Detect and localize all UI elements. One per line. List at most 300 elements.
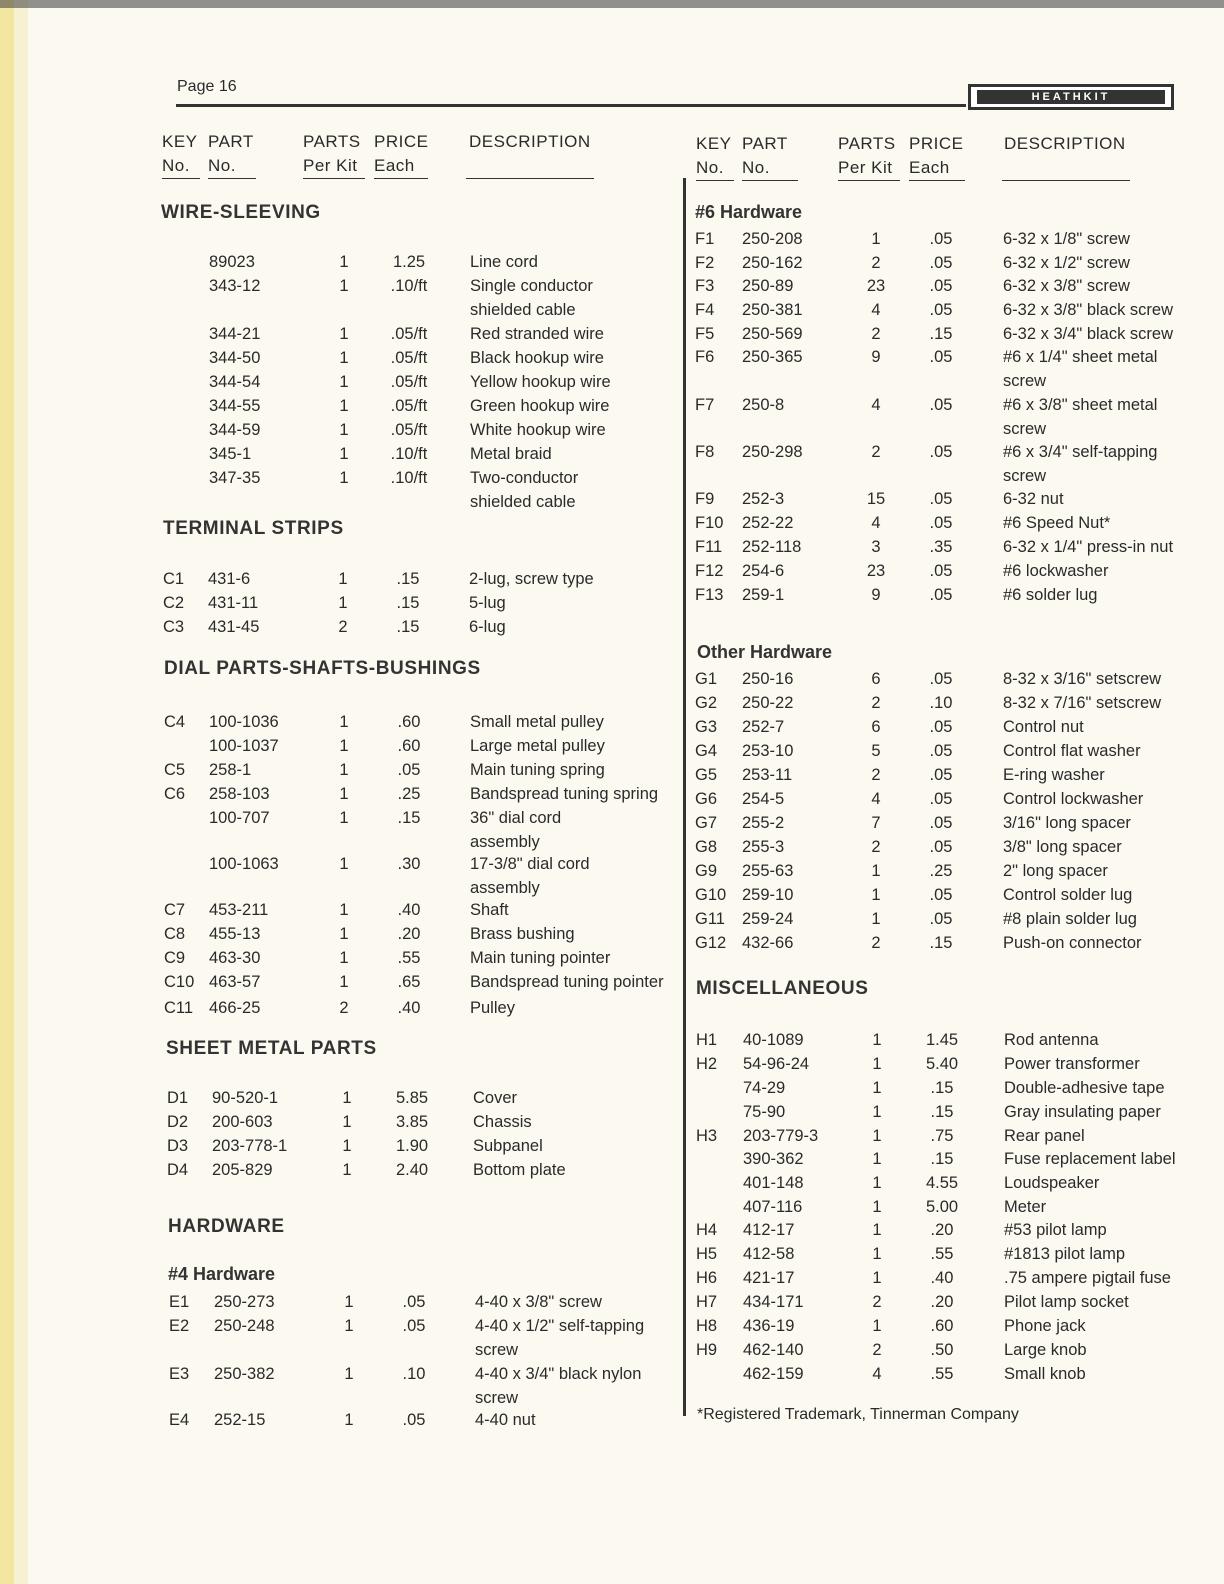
key-number: F9 xyxy=(695,490,715,508)
key-number: D3 xyxy=(167,1137,189,1155)
price-each: 5.00 xyxy=(925,1198,959,1216)
table-row xyxy=(0,1338,1224,1362)
part-number: 466-25 xyxy=(209,999,261,1017)
description: Brass bushing xyxy=(470,925,575,943)
part-number: 90-520-1 xyxy=(212,1089,279,1107)
part-number: 431-11 xyxy=(208,594,259,612)
description: Rear panel xyxy=(1004,1127,1085,1145)
parts-per-kit: 1 xyxy=(339,973,349,991)
price-each: 1.90 xyxy=(395,1137,429,1155)
description-continued: screw xyxy=(475,1341,519,1359)
price-each: .55 xyxy=(930,1245,954,1263)
description: 36" dial cord xyxy=(470,809,562,827)
key-number: E3 xyxy=(169,1365,190,1383)
parts-per-kit: 1 xyxy=(339,785,349,803)
part-number: 463-30 xyxy=(209,949,261,967)
parts-per-kit: 1 xyxy=(342,1137,352,1155)
key-number: G7 xyxy=(695,814,718,832)
price-each: .50 xyxy=(930,1341,954,1359)
price-each: .05/ft xyxy=(390,373,428,391)
part-number: 258-103 xyxy=(209,785,270,803)
parts-per-kit: 1 xyxy=(342,1113,352,1131)
price-each: .40 xyxy=(397,999,421,1017)
price-each: .25 xyxy=(397,785,421,803)
footnote: *Registered Trademark, Tinnerman Company xyxy=(697,1406,1019,1423)
parts-per-kit: 1 xyxy=(872,1031,882,1049)
table-row xyxy=(0,1052,1224,1076)
price-each: 4.55 xyxy=(925,1174,959,1192)
part-number: 259-1 xyxy=(742,586,785,604)
key-number: G12 xyxy=(695,934,727,952)
description: 6-32 x 3/8" black screw xyxy=(1003,301,1174,319)
parts-per-kit: 1 xyxy=(339,713,349,731)
key-number: G1 xyxy=(695,670,718,688)
key-number: F3 xyxy=(695,277,715,295)
part-number: 407-116 xyxy=(743,1198,803,1216)
part-number: 401-148 xyxy=(743,1174,804,1192)
description: .75 ampere pigtail fuse xyxy=(1004,1269,1171,1287)
table-row xyxy=(0,1242,1224,1266)
price-each: .40 xyxy=(397,901,421,919)
description: 4-40 x 3/8" screw xyxy=(475,1293,602,1311)
price-each: .25 xyxy=(929,862,953,880)
key-number: H8 xyxy=(696,1317,718,1335)
description: Double-adhesive tape xyxy=(1004,1079,1165,1097)
key-number: G4 xyxy=(695,742,718,760)
hdr-part-left: PART No. xyxy=(208,130,256,179)
price-each: .05/ft xyxy=(390,421,428,439)
part-number: 253-10 xyxy=(742,742,794,760)
key-number: H5 xyxy=(696,1245,718,1263)
hdr-key-right: KEY No. xyxy=(696,132,734,181)
key-number: F8 xyxy=(695,443,715,461)
price-each: .05 xyxy=(929,718,953,736)
price-each: .05 xyxy=(929,443,953,461)
parts-per-kit: 1 xyxy=(344,1293,354,1311)
price-each: .15 xyxy=(929,325,953,343)
part-number: 436-19 xyxy=(743,1317,795,1335)
part-number: 345-1 xyxy=(209,445,252,463)
price-each: .60 xyxy=(930,1317,954,1335)
key-number: H7 xyxy=(696,1293,718,1311)
description: Yellow hookup wire xyxy=(470,373,611,391)
parts-per-kit: 4 xyxy=(871,514,881,532)
table-row xyxy=(0,583,1224,607)
key-number: F1 xyxy=(695,230,715,248)
parts-per-kit: 1 xyxy=(872,1127,882,1145)
subsection-6-hardware: #6 Hardware xyxy=(695,202,803,222)
description: Single conductor xyxy=(470,277,593,295)
table-row xyxy=(0,298,1224,322)
description: E-ring washer xyxy=(1003,766,1105,784)
parts-per-kit: 1 xyxy=(339,349,349,367)
description: Large metal pulley xyxy=(470,737,605,755)
key-number: E2 xyxy=(169,1317,190,1335)
parts-per-kit: 1 xyxy=(872,1221,882,1239)
description: Control solder lug xyxy=(1003,886,1133,904)
table-row xyxy=(0,787,1224,811)
key-number: D1 xyxy=(167,1089,189,1107)
price-each: .30 xyxy=(397,855,421,873)
parts-per-kit: 7 xyxy=(871,814,881,832)
heathkit-logo xyxy=(968,84,1174,110)
price-each: .15 xyxy=(396,618,420,636)
price-each: .05 xyxy=(929,742,953,760)
key-number: H1 xyxy=(696,1031,718,1049)
price-each: .10/ft xyxy=(390,277,428,295)
key-number: C7 xyxy=(164,901,186,919)
parts-per-kit: 1 xyxy=(339,253,349,271)
description: Small metal pulley xyxy=(470,713,604,731)
subsection-4-hardware: #4 Hardware xyxy=(168,1264,276,1284)
hdr-parts-left: PARTS Per Kit xyxy=(303,130,365,179)
description: Power transformer xyxy=(1004,1055,1140,1073)
price-each: .20 xyxy=(397,925,421,943)
price-each: 5.85 xyxy=(395,1089,429,1107)
table-row xyxy=(0,1028,1224,1052)
hdr-desc-underline-right xyxy=(1002,180,1130,181)
description: Gray insulating paper xyxy=(1004,1103,1161,1121)
part-number: 453-211 xyxy=(209,901,269,919)
parts-per-kit: 4 xyxy=(871,396,881,414)
parts-per-kit: 1 xyxy=(339,469,349,487)
description: 6-32 nut xyxy=(1003,490,1064,508)
part-number: 431-45 xyxy=(208,618,260,636)
part-number: 200-603 xyxy=(212,1113,273,1131)
header-rule xyxy=(176,104,966,107)
part-number: 250-248 xyxy=(214,1317,275,1335)
parts-per-kit: 2 xyxy=(339,999,349,1017)
description: 2-lug, screw type xyxy=(469,570,594,588)
description: Bottom plate xyxy=(473,1161,566,1179)
key-number: G6 xyxy=(695,790,718,808)
parts-per-kit: 6 xyxy=(871,718,881,736)
table-row xyxy=(0,811,1224,835)
description: #6 solder lug xyxy=(1003,586,1098,604)
key-number: G5 xyxy=(695,766,718,784)
price-each: .05 xyxy=(929,301,953,319)
description: Control flat washer xyxy=(1003,742,1141,760)
price-each: .15 xyxy=(396,594,420,612)
parts-per-kit: 2 xyxy=(871,694,881,712)
description: 8-32 x 7/16" setscrew xyxy=(1003,694,1162,712)
part-number: 250-365 xyxy=(742,348,803,366)
table-row xyxy=(0,1076,1224,1100)
table-row xyxy=(0,1290,1224,1314)
key-number: F6 xyxy=(695,348,715,366)
price-each: .05 xyxy=(929,886,953,904)
parts-per-kit: 3 xyxy=(871,538,881,556)
description: #8 plain solder lug xyxy=(1003,910,1137,928)
parts-per-kit: 1 xyxy=(339,277,349,295)
description: Control nut xyxy=(1003,718,1084,736)
parts-per-kit: 23 xyxy=(866,562,886,580)
price-each: .05 xyxy=(929,790,953,808)
price-each: .05 xyxy=(402,1411,426,1429)
key-number: F11 xyxy=(695,538,723,556)
parts-per-kit: 1 xyxy=(339,373,349,391)
part-number: 344-59 xyxy=(209,421,261,439)
table-row xyxy=(0,667,1224,691)
table-row xyxy=(0,996,1224,1020)
table-row xyxy=(0,691,1224,715)
price-each: 5.40 xyxy=(925,1055,959,1073)
part-number: 205-829 xyxy=(212,1161,273,1179)
description: White hookup wire xyxy=(470,421,606,439)
parts-per-kit: 2 xyxy=(871,934,881,952)
price-each: .60 xyxy=(397,737,421,755)
parts-per-kit: 15 xyxy=(866,490,886,508)
key-number: C5 xyxy=(164,761,186,779)
section-terminal-strips: TERMINAL STRIPS xyxy=(163,518,344,539)
table-row xyxy=(0,907,1224,931)
description: Two-conductor xyxy=(470,469,579,487)
table-row xyxy=(0,883,1224,907)
parts-per-kit: 1 xyxy=(339,421,349,439)
description: 6-lug xyxy=(469,618,506,636)
description: Bandspread tuning spring xyxy=(470,785,659,803)
table-row xyxy=(0,1266,1224,1290)
table-row xyxy=(0,715,1224,739)
description: Small knob xyxy=(1004,1365,1086,1383)
parts-per-kit: 1 xyxy=(872,1269,882,1287)
part-number: 100-1037 xyxy=(209,737,279,755)
table-row xyxy=(0,1195,1224,1219)
part-number: 258-1 xyxy=(209,761,252,779)
parts-per-kit: 2 xyxy=(871,443,881,461)
price-each: .05/ft xyxy=(390,349,428,367)
parts-per-kit: 1 xyxy=(872,1174,882,1192)
parts-per-kit: 1 xyxy=(339,445,349,463)
parts-per-kit: 1 xyxy=(339,809,349,827)
part-number: 343-12 xyxy=(209,277,261,295)
price-each: .05/ft xyxy=(390,325,428,343)
description: Fuse replacement label xyxy=(1004,1150,1176,1168)
parts-per-kit: 1 xyxy=(872,1198,882,1216)
part-number: 250-382 xyxy=(214,1365,275,1383)
part-number: 100-707 xyxy=(209,809,270,827)
key-number: H9 xyxy=(696,1341,718,1359)
part-number: 347-35 xyxy=(209,469,261,487)
description: Rod antenna xyxy=(1004,1031,1099,1049)
description: Chassis xyxy=(473,1113,532,1131)
key-number: C1 xyxy=(163,570,185,588)
price-each: .65 xyxy=(397,973,421,991)
description: Phone jack xyxy=(1004,1317,1086,1335)
description: Control lockwasher xyxy=(1003,790,1144,808)
key-number: G3 xyxy=(695,718,718,736)
description: 3/8" long spacer xyxy=(1003,838,1122,856)
part-number: 344-50 xyxy=(209,349,261,367)
price-each: .15 xyxy=(930,1079,954,1097)
description: #6 Speed Nut* xyxy=(1003,514,1111,532)
parts-per-kit: 1 xyxy=(872,1079,882,1097)
description: Black hookup wire xyxy=(470,349,604,367)
description-continued: screw xyxy=(1003,420,1047,438)
description-continued: shielded cable xyxy=(470,301,576,319)
parts-per-kit: 1 xyxy=(339,901,349,919)
part-number: 254-5 xyxy=(742,790,785,808)
part-number: 250-16 xyxy=(742,670,794,688)
part-number: 254-6 xyxy=(742,562,785,580)
key-number: H6 xyxy=(696,1269,718,1287)
part-number: 455-13 xyxy=(209,925,261,943)
price-each: .05 xyxy=(397,761,421,779)
key-number: C8 xyxy=(164,925,186,943)
price-each: .10/ft xyxy=(390,445,428,463)
price-each: .15 xyxy=(397,809,421,827)
description: 4-40 x 3/4" black nylon xyxy=(475,1365,642,1383)
description: Meter xyxy=(1004,1198,1047,1216)
parts-per-kit: 1 xyxy=(342,1089,352,1107)
part-number: 250-89 xyxy=(742,277,794,295)
parts-per-kit: 1 xyxy=(872,1103,882,1121)
price-each: .05 xyxy=(929,230,953,248)
description: Loudspeaker xyxy=(1004,1174,1100,1192)
part-number: 259-24 xyxy=(742,910,794,928)
part-number: 421-17 xyxy=(743,1269,795,1287)
part-number: 250-298 xyxy=(742,443,803,461)
part-number: 432-66 xyxy=(742,934,794,952)
parts-per-kit: 4 xyxy=(871,790,881,808)
price-each: .05 xyxy=(929,514,953,532)
description: 6-32 x 3/8" screw xyxy=(1003,277,1130,295)
table-row xyxy=(0,322,1224,346)
price-each: .10 xyxy=(402,1365,426,1383)
key-number: F5 xyxy=(695,325,715,343)
table-row xyxy=(0,1314,1224,1338)
table-row xyxy=(0,739,1224,763)
parts-per-kit: 1 xyxy=(339,949,349,967)
part-number: 462-159 xyxy=(743,1365,804,1383)
description: #6 x 1/4" sheet metal xyxy=(1003,348,1158,366)
parts-per-kit: 1 xyxy=(872,1317,882,1335)
table-row xyxy=(0,1218,1224,1242)
price-each: .15 xyxy=(930,1103,954,1121)
description: 6-32 x 1/4" press-in nut xyxy=(1003,538,1174,556)
part-number: 463-57 xyxy=(209,973,261,991)
section-miscellaneous: MISCELLANEOUS xyxy=(696,978,869,999)
description: Shaft xyxy=(470,901,509,919)
parts-per-kit: 9 xyxy=(871,586,881,604)
description: 17-3/8" dial cord xyxy=(470,855,590,873)
description: Subpanel xyxy=(473,1137,543,1155)
table-row xyxy=(0,931,1224,955)
price-each: .05 xyxy=(929,838,953,856)
description: Cover xyxy=(473,1089,518,1107)
part-number: 252-22 xyxy=(742,514,794,532)
price-each: .55 xyxy=(397,949,421,967)
key-number: D2 xyxy=(167,1113,189,1131)
part-number: 255-63 xyxy=(742,862,794,880)
description: 8-32 x 3/16" setscrew xyxy=(1003,670,1162,688)
parts-per-kit: 1 xyxy=(344,1365,354,1383)
key-number: F2 xyxy=(695,254,715,272)
parts-per-kit: 2 xyxy=(872,1293,882,1311)
key-number: C6 xyxy=(164,785,186,803)
key-number: C2 xyxy=(163,594,185,612)
part-number: 250-22 xyxy=(742,694,794,712)
price-each: .20 xyxy=(930,1221,954,1239)
parts-per-kit: 2 xyxy=(871,325,881,343)
hdr-key-left: KEY No. xyxy=(162,130,200,179)
part-number: 100-1036 xyxy=(209,713,279,731)
parts-per-kit: 1 xyxy=(344,1411,354,1429)
subsection-other-hardware: Other Hardware xyxy=(697,642,833,662)
parts-per-kit: 4 xyxy=(872,1365,882,1383)
parts-per-kit: 1 xyxy=(872,1055,882,1073)
key-number: H2 xyxy=(696,1055,718,1073)
price-each: .10/ft xyxy=(390,469,428,487)
hdr-part-right: PART No. xyxy=(742,132,798,181)
parts-per-kit: 1 xyxy=(871,910,881,928)
part-number: 462-140 xyxy=(743,1341,804,1359)
price-each: .55 xyxy=(930,1365,954,1383)
price-each: .15 xyxy=(930,1150,954,1168)
parts-per-kit: 4 xyxy=(871,301,881,319)
parts-per-kit: 1 xyxy=(872,1150,882,1168)
price-each: .75 xyxy=(930,1127,954,1145)
table-row xyxy=(0,1171,1224,1195)
price-each: .20 xyxy=(930,1293,954,1311)
price-each: .15 xyxy=(396,570,420,588)
part-number: 431-6 xyxy=(208,570,251,588)
part-number: 100-1063 xyxy=(209,855,279,873)
key-number: G10 xyxy=(695,886,727,904)
table-row xyxy=(0,487,1224,511)
hdr-price-left: PRICE Each xyxy=(374,130,428,179)
part-number: 253-11 xyxy=(742,766,793,784)
parts-per-kit: 1 xyxy=(339,925,349,943)
description: Pilot lamp socket xyxy=(1004,1293,1129,1311)
price-each: 2.40 xyxy=(395,1161,429,1179)
table-row xyxy=(0,1124,1224,1148)
key-number: H4 xyxy=(696,1221,718,1239)
part-number: 203-779-3 xyxy=(743,1127,819,1145)
key-number: F13 xyxy=(695,586,724,604)
parts-per-kit: 1 xyxy=(338,594,348,612)
part-number: 255-3 xyxy=(742,838,785,856)
price-each: .15 xyxy=(929,934,953,952)
description: 6-32 x 3/4" black screw xyxy=(1003,325,1174,343)
key-number: F7 xyxy=(695,396,715,414)
key-number: C4 xyxy=(164,713,186,731)
description: Bandspread tuning pointer xyxy=(470,973,664,991)
key-number: E4 xyxy=(169,1411,190,1429)
part-number: 74-29 xyxy=(743,1079,786,1097)
price-each: .05 xyxy=(929,670,953,688)
description: 4-40 x 1/2" self-tapping xyxy=(475,1317,645,1335)
key-number: F4 xyxy=(695,301,715,319)
parts-per-kit: 1 xyxy=(871,886,881,904)
description: Metal braid xyxy=(470,445,552,463)
part-number: 252-7 xyxy=(742,718,785,736)
part-number: 54-96-24 xyxy=(743,1055,810,1073)
part-number: 40-1089 xyxy=(743,1031,804,1049)
parts-per-kit: 1 xyxy=(339,325,349,343)
price-each: .10 xyxy=(929,694,953,712)
key-number: G11 xyxy=(695,910,725,928)
hdr-desc-left: DESCRIPTION xyxy=(469,132,591,151)
parts-per-kit: 2 xyxy=(338,618,348,636)
key-number: F10 xyxy=(695,514,724,532)
price-each: .05 xyxy=(929,586,953,604)
key-number: G8 xyxy=(695,838,718,856)
price-each: .05 xyxy=(929,396,953,414)
price-each: 1.25 xyxy=(392,253,426,271)
price-each: .05 xyxy=(929,562,953,580)
part-number: 75-90 xyxy=(743,1103,786,1121)
